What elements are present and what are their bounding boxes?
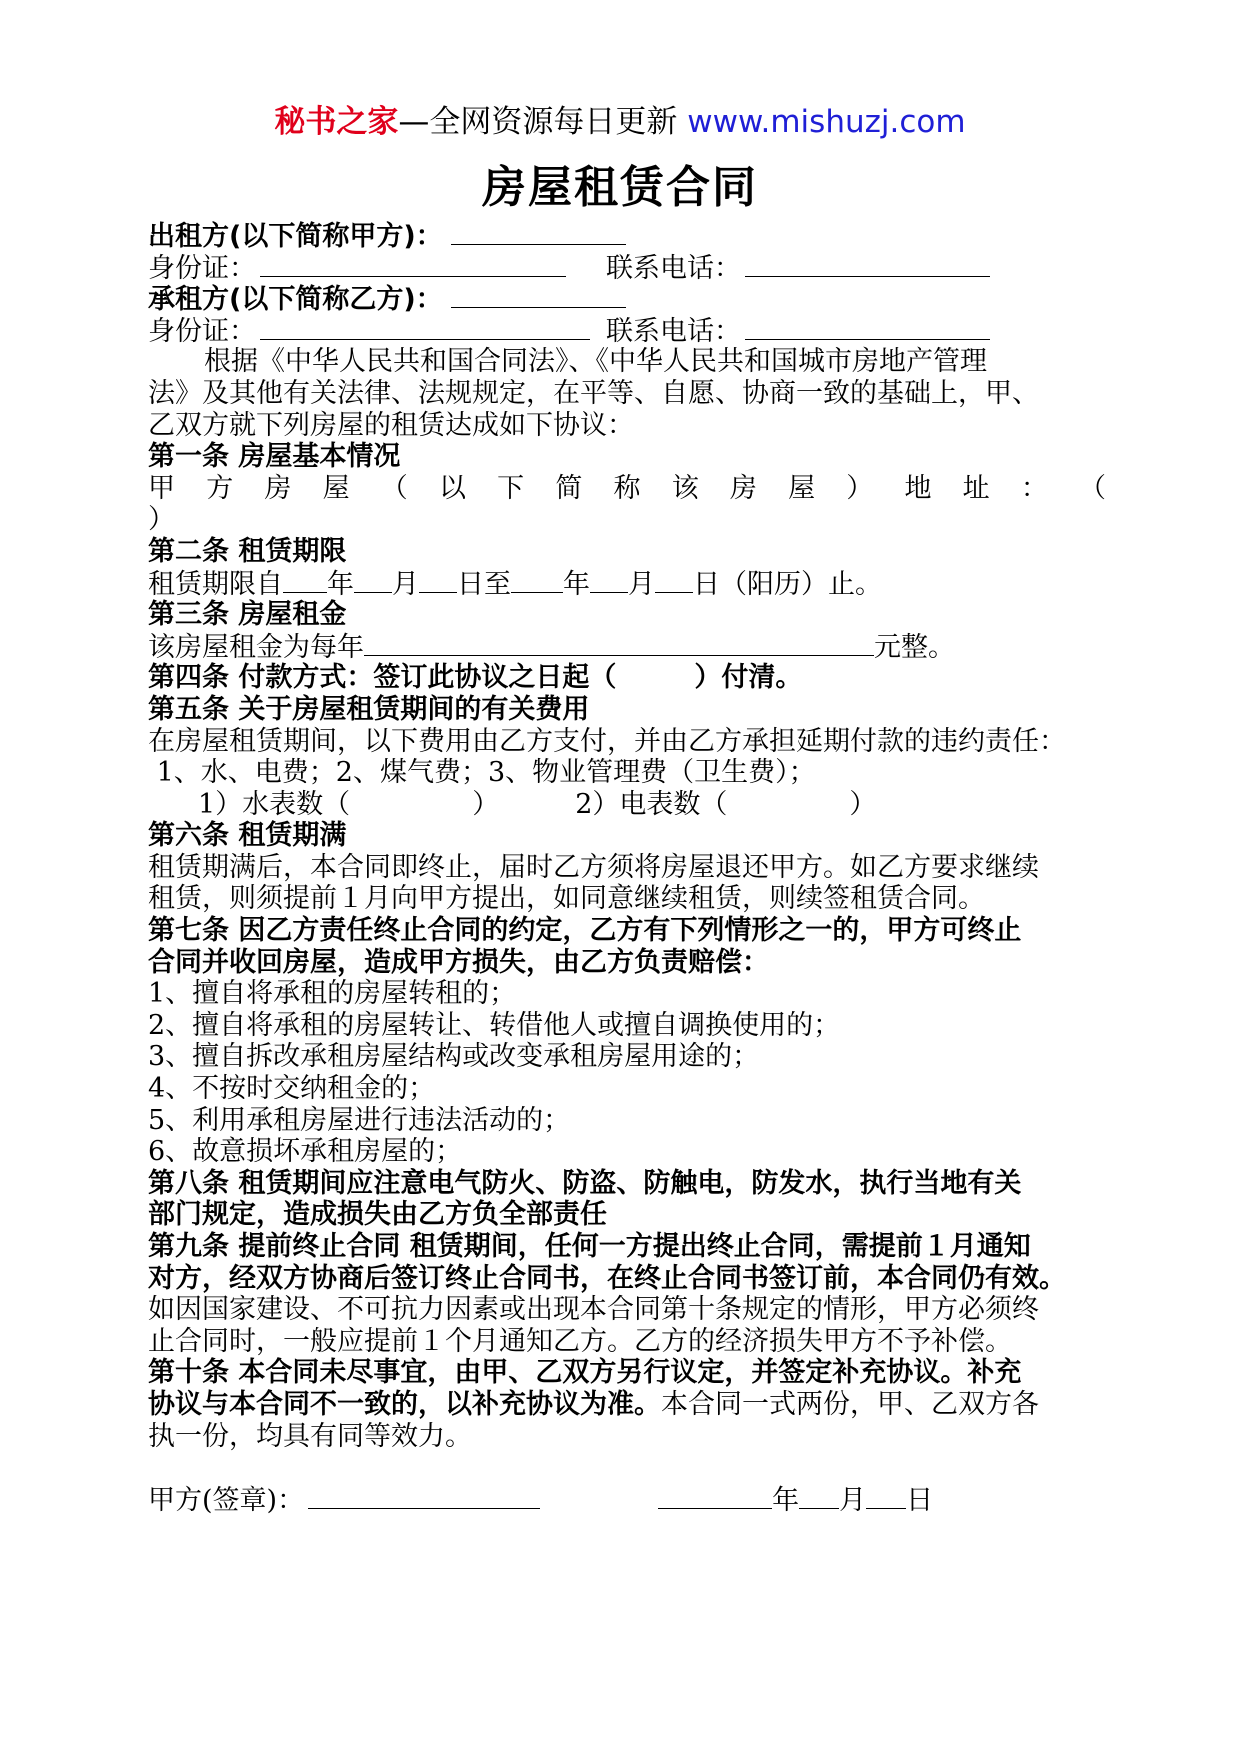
article-5-line-2: 1、水、电费；2、煤气费；3、物业管理费（卫生费）； [148, 757, 816, 789]
electric-meter-label: 2）电表数（ [575, 788, 728, 820]
address-char: （ [380, 472, 408, 504]
article-1-heading: 第一条 房屋基本情况 [148, 441, 401, 473]
end-year-blank [511, 568, 563, 593]
article-4-heading: 第四条 付款方式：签订此协议之日起（ [148, 662, 617, 694]
rent-tail: 元整。 [874, 631, 955, 663]
day-to-label: 日至 [457, 568, 511, 600]
article-8-line-2: 部门规定，造成损失由乙方负全部责任 [148, 1199, 607, 1231]
article-2-term-line [148, 568, 1106, 600]
signature-line [148, 1484, 1106, 1516]
lessor-blank [451, 220, 626, 245]
intro-line-2: 法》及其他有关法律、法规规定，在平等、自愿、协商一致的基础上，甲、 [148, 377, 1039, 409]
article-5-heading: 第五条 关于房屋租赁期间的有关费用 [148, 693, 590, 725]
party-a-signature-blank [308, 1484, 540, 1509]
article-9-line-2: 止合同时，一般应提前１个月通知乙方。乙方的经济损失甲方不予补偿。 [148, 1325, 1012, 1357]
term-tail: 日（阳历）止。 [693, 568, 882, 600]
sign-year-blank [658, 1484, 772, 1509]
lessee-line [148, 283, 1106, 315]
address-char: 房 [264, 472, 292, 504]
article-10-bold-tail: 协议与本合同不一致的，以补充协议为准。 [148, 1388, 661, 1420]
article-4-line [148, 662, 1106, 694]
lessee-id-label: 身份证： [148, 315, 256, 347]
article-8-line-1: 第八条 租赁期间应注意电气防火、防盗、防触电，防发水，执行当地有关 [148, 1167, 1022, 1199]
lessor-phone-label: 联系电话： [606, 252, 741, 284]
intro-line-3: 乙双方就下列房屋的租赁达成如下协议： [148, 409, 634, 441]
lessee-phone-label: 联系电话： [606, 315, 741, 347]
address-char: 房 [729, 472, 757, 504]
article-7-heading-2: 合同并收回房屋，造成甲方损失，由乙方负责赔偿： [148, 946, 769, 978]
article-3-heading: 第三条 房屋租金 [148, 599, 347, 631]
address-char: 方 [206, 472, 234, 504]
term-label: 租赁期限自 [148, 568, 283, 600]
sign-year-label: 年 [772, 1484, 800, 1516]
article-7-item: 5、利用承租房屋进行违法活动的； [148, 1104, 571, 1136]
header-slogan: —全网资源每日更新 [398, 104, 688, 140]
end-month-blank [590, 568, 628, 593]
month-label: 月 [628, 568, 655, 600]
address-char: 该 [671, 472, 699, 504]
address-char: 屋 [322, 472, 350, 504]
brand-name: 秘书之家 [274, 104, 399, 140]
rent-label: 该房屋租金为每年 [148, 631, 364, 663]
site-header [0, 102, 1240, 142]
article-10-line-2 [148, 1389, 1106, 1421]
article-9-line-1: 如因国家建设、不可抗力因素或出现本合同第十条规定的情形，甲方必须终 [148, 1294, 1039, 1326]
article-7-item: 4、不按时交纳租金的； [148, 1073, 436, 1105]
lessor-phone-blank [745, 252, 990, 277]
sign-month-label: 月 [839, 1484, 867, 1516]
party-a-signature-label: 甲方(签章)： [148, 1484, 305, 1516]
article-7-item: 6、故意损坏承租房屋的； [148, 1136, 463, 1168]
address-char: 甲 [148, 472, 175, 504]
month-label: 月 [392, 568, 419, 600]
sign-day-blank [866, 1484, 906, 1509]
electric-meter-close: ） [849, 788, 877, 820]
article-10-line-1: 第十条 本合同未尽事宜，由甲、乙双方另行议定，并签定补充协议。补充 [148, 1357, 1022, 1389]
article-9-bold-1: 第九条 提前终止合同 租赁期间，任何一方提出终止合同，需提前１月通知 [148, 1231, 1031, 1262]
intro-line-1: 根据《中华人民共和国合同法》、《中华人民共和国城市房地产管理 [204, 346, 987, 378]
address-char: ） [846, 472, 874, 504]
site-url-link[interactable]: www.mishuzj.com [687, 104, 966, 140]
address-char: ： [1020, 472, 1048, 504]
rent-blank [364, 631, 874, 656]
article-6-line-1: 租赁期满后，本合同即终止，届时乙方须将房屋退还甲方。如乙方要求继续 [148, 851, 1039, 883]
start-day-blank [419, 568, 457, 593]
water-meter-close: ） [472, 788, 500, 820]
lessee-phone-blank [745, 315, 990, 340]
lessee-id-line [148, 315, 1106, 347]
article-10-line-3: 执一份，均具有同等效力。 [148, 1420, 472, 1452]
sign-day-label: 日 [906, 1484, 934, 1516]
document-title: 房屋租赁合同 [482, 162, 758, 213]
article-7-item: 3、擅自拆改承租房屋结构或改变承租房屋用途的； [148, 1041, 760, 1073]
start-month-blank [354, 568, 392, 593]
address-char: （ [1079, 472, 1106, 504]
address-char: 址 [962, 472, 990, 504]
water-meter-label: 1）水表数（ [198, 788, 351, 820]
article-6-line-2: 租赁，则须提前１月向甲方提出，如同意继续租赁，则续签租赁合同。 [148, 883, 985, 915]
year-label: 年 [327, 568, 354, 600]
article-1-close: ） [148, 504, 175, 536]
article-4-tail: ）付清。 [694, 662, 803, 694]
meter-readings-line [148, 789, 1106, 821]
lessee-blank [451, 283, 626, 308]
address-char: 称 [613, 472, 641, 504]
article-6-heading: 第六条 租赁期满 [148, 820, 347, 852]
article-7-heading-1: 第七条 因乙方责任终止合同的约定，乙方有下列情形之一的，甲方可终止 [148, 915, 1022, 947]
article-7-item: 1、擅自将承租的房屋转租的； [148, 978, 517, 1010]
address-char: 下 [497, 472, 525, 504]
article-9-bold-2: 对方，经双方协商后签订终止合同书，在终止合同书签订前，本合同仍有效。 [148, 1262, 1066, 1294]
lessor-line [148, 220, 1106, 252]
year-label: 年 [563, 568, 590, 600]
lessor-id-line [148, 252, 1106, 284]
address-char: 屋 [788, 472, 816, 504]
article-1-address-line [148, 473, 1106, 505]
article-3-rent-line [148, 631, 1106, 663]
end-day-blank [655, 568, 693, 593]
article-5-line-1: 在房屋租赁期间，以下费用由乙方支付，并由乙方承担延期付款的违约责任： [148, 725, 1066, 757]
address-char: 以 [438, 472, 466, 504]
article-10-copies: 本合同一式两份，甲、乙双方各 [661, 1388, 1039, 1420]
article-2-heading: 第二条 租赁期限 [148, 535, 347, 567]
lessor-label: 出租方(以下简称甲方)： [148, 221, 443, 252]
lessor-id-label: 身份证： [148, 252, 256, 284]
address-char: 地 [904, 472, 932, 504]
contract-body [148, 220, 1106, 1515]
lessee-id-blank [260, 315, 590, 340]
article-7-item: 2、擅自将承租的房屋转让、转借他人或擅自调换使用的； [148, 1009, 841, 1041]
address-char: 简 [555, 472, 583, 504]
start-year-blank [283, 568, 327, 593]
lessee-label: 承租方(以下简称乙方)： [148, 284, 443, 316]
lessor-id-blank [260, 252, 566, 277]
sign-month-blank [799, 1484, 839, 1509]
